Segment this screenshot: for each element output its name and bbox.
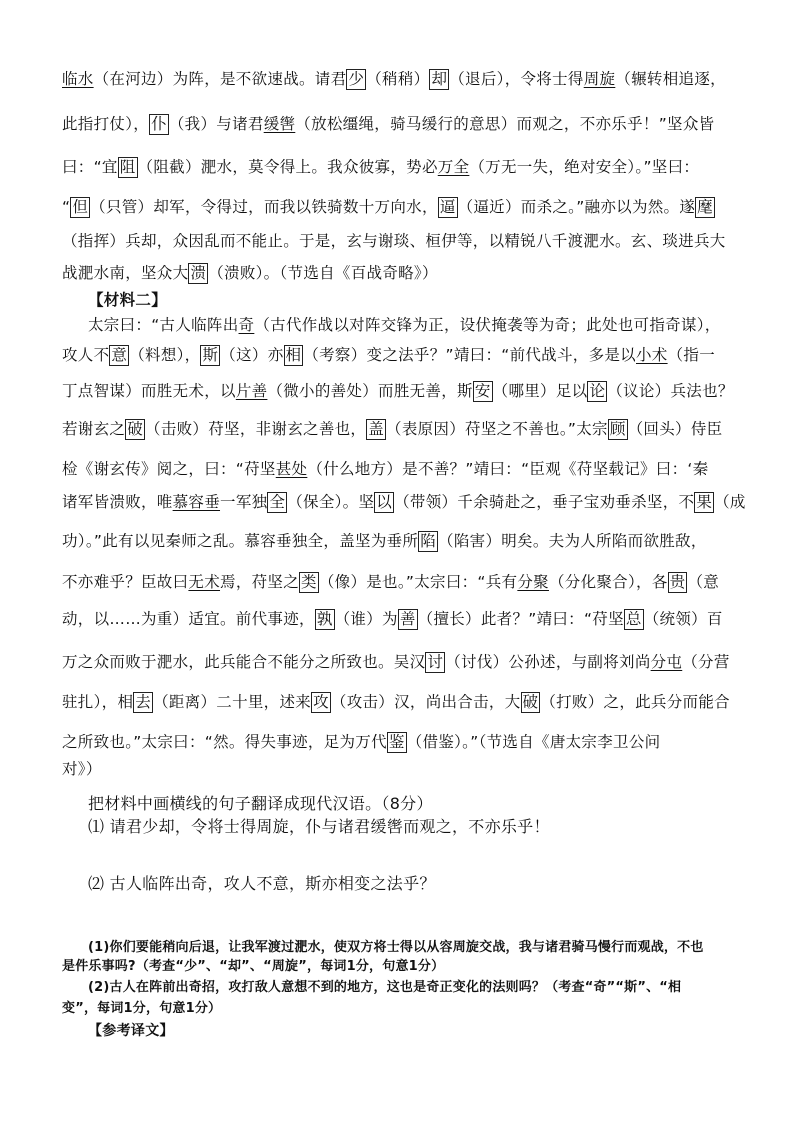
passage-text: （古代作战以对阵交锋为正，设伏掩袭等为奇；此处也可指奇谋）， bbox=[254, 316, 721, 334]
question-prompt: 把材料中画横线的句子翻译成现代汉语。（8分） bbox=[88, 794, 433, 813]
underlined-term: 甚处 bbox=[275, 460, 308, 478]
passage-text: （考察）变之法乎？”靖曰：“前代战斗，多是以 bbox=[303, 346, 636, 364]
underlined-term: 分聚 bbox=[517, 573, 549, 591]
passage-text: （只管）却军，令得过，而我以铁骑数十万向水， bbox=[90, 198, 438, 216]
boxed-character: 盖 bbox=[368, 420, 385, 438]
underlined-term: 奇 bbox=[238, 316, 255, 334]
passage-line bbox=[62, 418, 722, 440]
passage-line bbox=[62, 651, 730, 673]
passage-text: （阻截）淝水，莫令得上。我众彼寡，势必 bbox=[137, 158, 438, 176]
passage-text: （擅长）此者？”靖曰：“苻坚 bbox=[417, 610, 624, 628]
passage-line bbox=[88, 314, 721, 336]
passage-text: 若谢玄之 bbox=[62, 420, 126, 438]
passage-text: 攻人不 bbox=[62, 346, 110, 364]
passage-line bbox=[62, 691, 730, 713]
boxed-character: 类 bbox=[301, 573, 317, 591]
boxed-character: 破 bbox=[522, 693, 539, 711]
passage-text: （稍稍） bbox=[366, 70, 430, 88]
passage-text: 一军独 bbox=[220, 493, 268, 511]
answer-2-line-2: 变”，每词1分，句意1分） bbox=[62, 1001, 222, 1016]
boxed-character: 论 bbox=[589, 382, 606, 400]
boxed-character: 总 bbox=[625, 610, 642, 628]
boxed-character: 阻 bbox=[119, 158, 136, 176]
passage-text: （料想）， bbox=[129, 346, 201, 364]
passage-text: （陷害）明矣。夫为人所陷而欲胜敌， bbox=[438, 532, 707, 550]
answer-1-line-2: 是件乐事吗?（考查“少”、“却”、“周旋”，每词1分，句意1分） bbox=[62, 959, 445, 974]
passage-text: （在河边）为阵，是不欲速战。请君 bbox=[93, 70, 347, 88]
passage-text: （成 bbox=[714, 493, 746, 511]
boxed-character: 孰 bbox=[316, 610, 333, 628]
passage-line bbox=[62, 571, 719, 593]
passage-text: （意 bbox=[687, 573, 720, 591]
boxed-character: 意 bbox=[111, 346, 128, 364]
underlined-term: 慕容垂 bbox=[172, 493, 221, 511]
boxed-character: 破 bbox=[127, 420, 144, 438]
underlined-term: 无术 bbox=[188, 573, 221, 591]
boxed-character: 安 bbox=[474, 382, 491, 400]
passage-line bbox=[62, 156, 699, 178]
passage-line bbox=[62, 230, 726, 252]
passage-text: 此指打仗）， bbox=[62, 115, 150, 133]
passage-text: （回头）侍臣 bbox=[627, 420, 723, 438]
passage-line bbox=[62, 608, 723, 630]
underlined-term: 万全 bbox=[437, 158, 470, 176]
passage-text: 动，以……为重）适宜。前代事迹， bbox=[62, 610, 315, 628]
passage-text: 丁点智谋）而胜无术，以 bbox=[62, 382, 236, 400]
boxed-character: 斯 bbox=[202, 346, 219, 364]
boxed-character: 溃 bbox=[190, 264, 207, 282]
passage-text: （放松缰绳，骑马缓行的意思）而观之，不亦乐乎！”坚众皆 bbox=[295, 115, 715, 133]
passage-line bbox=[62, 196, 715, 218]
passage-text: 对》） bbox=[62, 760, 102, 778]
passage-text: （打败）之，此兵分而能合 bbox=[540, 693, 730, 711]
passage-text: （指挥）兵却，众因乱而不能止。于是，玄与谢琰、桓伊等，以精锐八千渡淝水。玄、琰进兵大 bbox=[62, 232, 726, 250]
boxed-character: 讨 bbox=[427, 653, 444, 671]
boxed-character: 贵 bbox=[669, 573, 686, 591]
underlined-term: 周旋 bbox=[583, 70, 616, 88]
passage-text: 功）。”此有以见秦师之乱。慕容垂独全，盖坚为垂所 bbox=[62, 532, 419, 550]
underlined-term: 片善 bbox=[235, 382, 268, 400]
boxed-character: 全 bbox=[269, 493, 286, 511]
passage-line bbox=[62, 262, 438, 284]
passage-text: （像）是也。”太宗曰：“兵有 bbox=[318, 573, 518, 591]
boxed-character: 去 bbox=[135, 693, 152, 711]
passage-line bbox=[62, 491, 746, 513]
boxed-character: 但 bbox=[72, 198, 89, 216]
passage-text: （攻击）汉，尚出合击，大 bbox=[330, 693, 521, 711]
passage-text: （距离）二十里，述来 bbox=[153, 693, 312, 711]
boxed-character: 逼 bbox=[439, 198, 456, 216]
passage-text: （议论）兵法也？ bbox=[607, 382, 734, 400]
boxed-character: 攻 bbox=[313, 693, 329, 711]
passage-text: （带领）千余骑赴之，垂子宝劝垂杀坚，不 bbox=[394, 493, 695, 511]
passage-text: 不亦难乎？臣故曰 bbox=[62, 573, 189, 591]
passage-text: （辗转相追逐， bbox=[615, 70, 726, 88]
passage-text: 驻扎），相 bbox=[62, 693, 134, 711]
passage-text: （统领）百 bbox=[643, 610, 723, 628]
boxed-character: 顾 bbox=[609, 420, 626, 438]
boxed-character: 相 bbox=[285, 346, 302, 364]
passage-text: 万之众而败于淝水，此兵能合不能分之所致也。吴汉 bbox=[62, 653, 426, 671]
passage-text: 太宗曰：“古人临阵出 bbox=[88, 316, 239, 334]
passage-line bbox=[62, 731, 660, 753]
boxed-character: 鉴 bbox=[388, 733, 405, 751]
question-item-1: ⑴ 请君少却，令将士得周旋，仆与诸君缓辔而观之，不亦乐乎！ bbox=[88, 817, 550, 836]
passage-text: （哪里）足以 bbox=[492, 382, 588, 400]
boxed-character: 仆 bbox=[151, 115, 167, 133]
answer-2-line-1: (2)古人在阵前出奇招，攻打敌人意想不到的地方，这也是奇正变化的法则吗？（考查“奇”“斯”、“相 bbox=[88, 980, 682, 995]
passage-text: （这）亦 bbox=[220, 346, 284, 364]
passage-text: （分营 bbox=[682, 653, 730, 671]
passage-text: （讨伐）公孙述，与副将刘尚 bbox=[445, 653, 651, 671]
passage-text: （退后），令将士得 bbox=[449, 70, 584, 88]
answer-1-line-1: (1)你们要能稍向后退，让我军渡过淝水，使双方将士得以从容周旋交战，我与诸君骑马慢行而观战，不也 bbox=[88, 940, 704, 955]
passage-line bbox=[62, 758, 102, 780]
passage-line bbox=[62, 380, 734, 402]
underlined-term: 临水 bbox=[62, 70, 94, 88]
boxed-character: 果 bbox=[696, 493, 713, 511]
passage-line bbox=[62, 530, 707, 552]
passage-text: 诸军皆溃败，唯 bbox=[62, 493, 173, 511]
passage-text: （谁）为 bbox=[334, 610, 398, 628]
passage-text: （逼近）而杀之。”融亦以为然。遂 bbox=[457, 198, 696, 216]
passage-line bbox=[62, 458, 708, 480]
passage-text: （溃败）。（节选自《百战奇略》） bbox=[208, 264, 438, 282]
boxed-character: 以 bbox=[376, 493, 393, 511]
passage-line bbox=[62, 113, 714, 135]
underlined-term: 缓辔 bbox=[263, 115, 296, 133]
passage-text: （分化聚合），各 bbox=[548, 573, 668, 591]
boxed-character: 却 bbox=[431, 70, 448, 88]
passage-text: 曰：“宜 bbox=[62, 158, 118, 176]
passage-text: 战淝水南，坚众大 bbox=[62, 264, 189, 282]
passage-text: 【材料二】 bbox=[88, 291, 168, 309]
passage-text: （击败）苻坚，非谢玄之善也， bbox=[145, 420, 367, 438]
passage-text: （微小的善处）而胜无善，斯 bbox=[267, 382, 473, 400]
boxed-character: 陷 bbox=[420, 532, 437, 550]
passage-text: “ bbox=[62, 198, 71, 216]
passage-line bbox=[88, 289, 167, 311]
boxed-character: 善 bbox=[399, 610, 416, 628]
underlined-term: 小术 bbox=[635, 346, 668, 364]
passage-text: 检《谢玄传》阅之，曰：“苻坚 bbox=[62, 460, 276, 478]
boxed-character: 麾 bbox=[697, 198, 713, 216]
underlined-term: 分屯 bbox=[650, 653, 683, 671]
passage-text: （我）与诸君 bbox=[168, 115, 264, 133]
passage-text: 焉，苻坚之 bbox=[220, 573, 300, 591]
passage-text: （表原因）苻坚之不善也。”太宗 bbox=[386, 420, 608, 438]
question-item-2: ⑵ 古人临阵出奇，攻人不意，斯亦相变之法乎？ bbox=[88, 874, 436, 893]
passage-text: （保全）。坚 bbox=[287, 493, 375, 511]
passage-text: （什么地方）是不善？”靖曰：“臣观《苻坚载记》曰：‘秦 bbox=[307, 460, 709, 478]
boxed-character: 少 bbox=[348, 70, 365, 88]
passage-line bbox=[62, 344, 715, 366]
reference-translation-heading: 【参考译文】 bbox=[88, 1023, 174, 1039]
passage-text: （借鉴）。”（节选自《唐太宗李卫公问 bbox=[406, 733, 661, 751]
passage-text: 之所致也。”太宗曰：“然。得失事迹，足为万代 bbox=[62, 733, 387, 751]
passage-line bbox=[62, 68, 726, 90]
passage-text: （万无一失，绝对安全）。”坚曰： bbox=[469, 158, 700, 176]
passage-text: （指一 bbox=[667, 346, 715, 364]
